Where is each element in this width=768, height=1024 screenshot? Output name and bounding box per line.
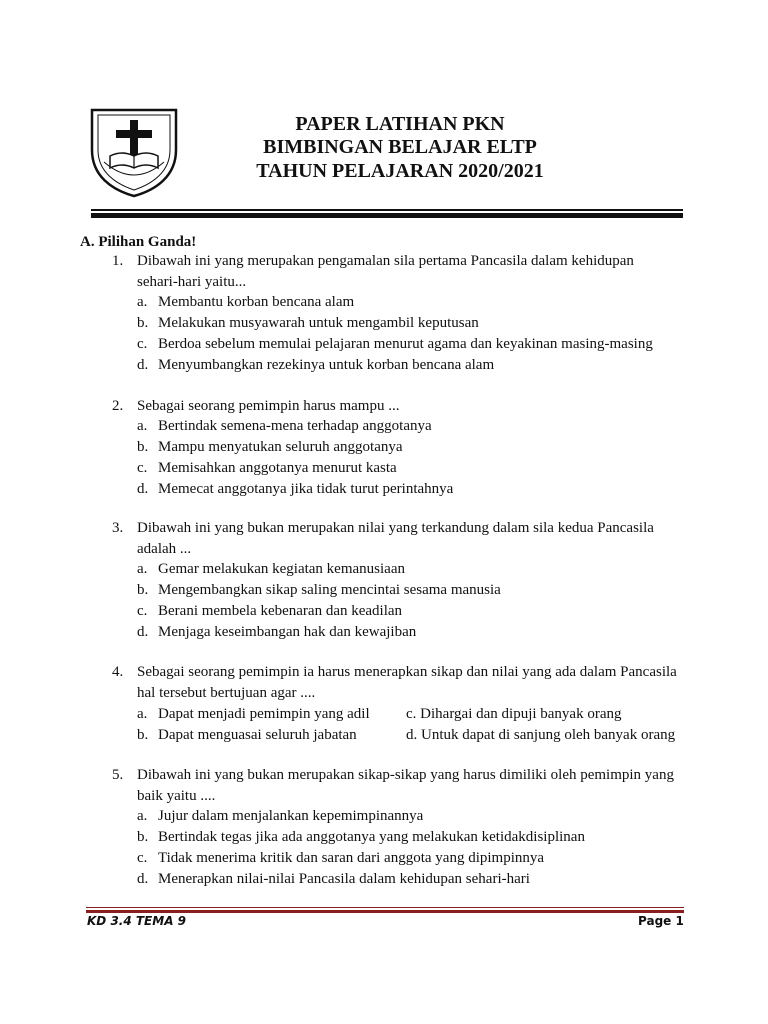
option-letter: b. bbox=[137, 439, 149, 455]
option-letter: d. bbox=[137, 624, 149, 640]
option-letter: d. bbox=[137, 481, 149, 497]
option-text: Tidak menerima kritik dan saran dari anggota yang dipimpinnya bbox=[158, 850, 545, 866]
school-crest-icon bbox=[86, 106, 182, 198]
option-text: Berani membela kebenaran dan keadilan bbox=[158, 603, 403, 619]
question-text: hal tersebut bertujuan agar .... bbox=[137, 685, 316, 701]
option-letter: c. bbox=[137, 460, 148, 476]
title-line-3: TAHUN PELAJARAN 2020/2021 bbox=[256, 160, 544, 182]
option-letter: d. bbox=[137, 357, 149, 373]
question-number: 1. bbox=[112, 253, 124, 269]
header-divider-thick bbox=[91, 213, 683, 218]
title-line-1: PAPER LATIHAN PKN bbox=[295, 113, 505, 135]
option-text: Mampu menyatukan seluruh anggotanya bbox=[158, 439, 403, 455]
option-text: c. Dihargai dan dipuji banyak orang bbox=[406, 706, 622, 722]
question-number: 5. bbox=[112, 767, 124, 783]
option-letter: a. bbox=[137, 808, 148, 824]
option-text: Bertindak tegas jika ada anggotanya yang melakukan ketidakdisiplinan bbox=[158, 829, 585, 845]
option-letter: c. bbox=[137, 336, 148, 352]
option-letter: a. bbox=[137, 706, 148, 722]
question-text: Dibawah ini yang merupakan pengamalan sila pertama Pancasila dalam kehidupan bbox=[137, 253, 634, 269]
option-letter: a. bbox=[137, 294, 148, 310]
option-text: Melakukan musyawarah untuk mengambil keputusan bbox=[158, 315, 479, 331]
footer-divider bbox=[86, 907, 684, 908]
question-text: Dibawah ini yang bukan merupakan nilai yang terkandung dalam sila kedua Pancasila bbox=[137, 520, 654, 536]
question-text: Dibawah ini yang bukan merupakan sikap-sikap yang harus dimiliki oleh pemimpin yang bbox=[137, 767, 674, 783]
option-text: d. Untuk dapat di sanjung oleh banyak orang bbox=[406, 727, 676, 743]
option-text: Menerapkan nilai-nilai Pancasila dalam kehidupan sehari-hari bbox=[158, 871, 530, 887]
question-text: baik yaitu .... bbox=[137, 788, 216, 804]
question-number: 4. bbox=[112, 664, 124, 680]
option-letter: b. bbox=[137, 315, 149, 331]
title-line-2: BIMBINGAN BELAJAR ELTP bbox=[263, 136, 537, 158]
option-letter: a. bbox=[137, 561, 148, 577]
option-letter: c. bbox=[137, 603, 148, 619]
question-text: Sebagai seorang pemimpin ia harus menerapkan sikap dan nilai yang ada dalam Pancasila bbox=[137, 664, 677, 680]
section-title: A. Pilihan Ganda! bbox=[80, 234, 197, 250]
option-letter: b. bbox=[137, 727, 149, 743]
option-text: Membantu korban bencana alam bbox=[158, 294, 355, 310]
question-number: 3. bbox=[112, 520, 124, 536]
header-divider-thin bbox=[91, 209, 683, 211]
question-text: sehari-hari yaitu... bbox=[137, 274, 247, 290]
option-text: Dapat menguasai seluruh jabatan bbox=[158, 727, 357, 743]
option-text: Menjaga keseimbangan hak dan kewajiban bbox=[158, 624, 417, 640]
option-text: Memecat anggotanya jika tidak turut perintahnya bbox=[158, 481, 454, 497]
option-text: Gemar melakukan kegiatan kemanusiaan bbox=[158, 561, 405, 577]
option-text: Berdoa sebelum memulai pelajaran menurut agama dan keyakinan masing-masing bbox=[158, 336, 653, 352]
option-letter: d. bbox=[137, 871, 149, 887]
option-letter: a. bbox=[137, 418, 148, 434]
option-letter: b. bbox=[137, 582, 149, 598]
question-number: 2. bbox=[112, 398, 124, 414]
footer-divider-thick bbox=[86, 910, 684, 913]
option-text: Jujur dalam menjalankan kepemimpinannya bbox=[158, 808, 424, 824]
option-text: Menyumbangkan rezekinya untuk korban bencana alam bbox=[158, 357, 495, 373]
option-letter: b. bbox=[137, 829, 149, 845]
option-text: Memisahkan anggotanya menurut kasta bbox=[158, 460, 397, 476]
question-text: Sebagai seorang pemimpin harus mampu ... bbox=[137, 398, 400, 414]
option-text: Bertindak semena-mena terhadap anggotanya bbox=[158, 418, 432, 434]
page-number: Page 1 bbox=[638, 914, 684, 928]
option-text: Mengembangkan sikap saling mencintai sesama manusia bbox=[158, 582, 501, 598]
option-letter: c. bbox=[137, 850, 148, 866]
footer-left-text: KD 3.4 TEMA 9 bbox=[87, 914, 187, 928]
option-text: Dapat menjadi pemimpin yang adil bbox=[158, 706, 370, 722]
question-text: adalah ... bbox=[137, 541, 192, 557]
